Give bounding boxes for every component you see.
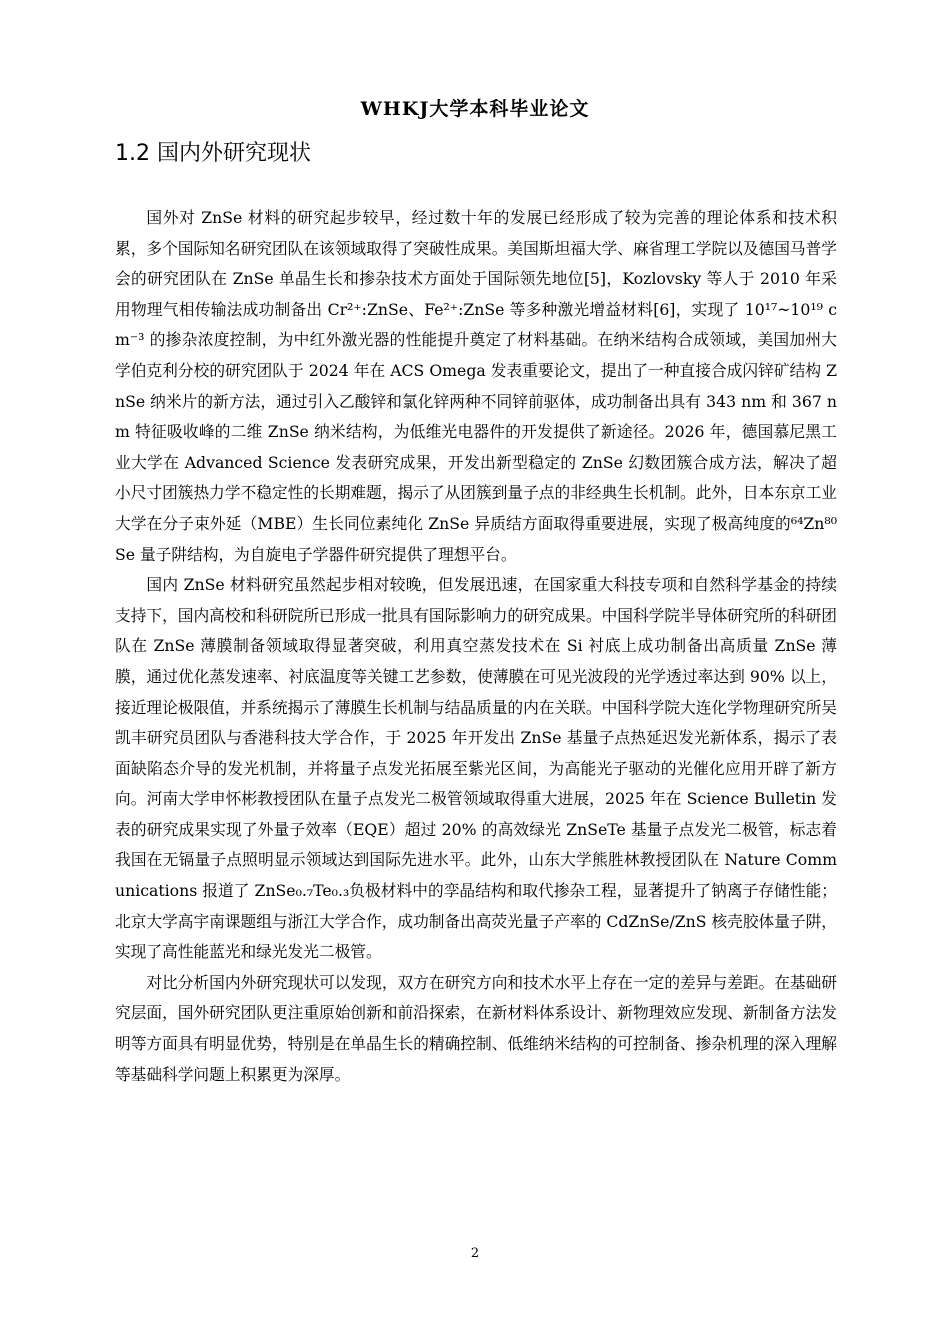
page-number: 2: [470, 1246, 480, 1261]
body-text: [115, 203, 837, 1090]
section-heading: 1.2 国内外研究现状: [115, 141, 311, 166]
paragraph-comparison: 对比分析国内外研究现状可以发现，双方在研究方向和技术水平上存在一定的差异与差距。在基础研究层面，国外研究团队更注重原始创新和前沿探索，在新材料体系设计、新物理效应发现、新制备方法发明等方面具有明显优势，特别是在单晶生长的精确控制、低维纳米结构的可控制备、掺杂机理的深入理解等基础科学问题上积累更为深厚。: [115, 972, 837, 1084]
page-header: WHKJ大学本科毕业论文: [360, 98, 590, 120]
paragraph-domestic-research: 国内 ZnSe 材料研究虽然起步相对较晚，但发展迅速，在国家重大科技专项和自然科学基金的持续支持下，国内高校和科研院所已形成一批具有国际影响力的研究成果。中国科学院半导体研究所的科研团队在 ZnSe 薄膜制备领域取得显著突破，利用真空蒸发技术在 Si 衬底上成功制备出高质量 ZnSe 薄膜，通过优化蒸发速率、衬底温度等关键工艺参数，使薄膜在可见光波段的光学透过率达到 90% 以上，接近理论极限值，并系统揭示了薄膜生长机制与结晶质量的内在关联。中国科学院大连化学物理研究所吴凯丰研究员团队与香港科技大学合作，于 2025 年开发出 ZnSe 基量子点热延迟发光新体系，揭示了表面缺陷态介导的发光机制，并将量子点发光拓展至紫光区间，为高能光子驱动的光催化应用开辟了新方向。河南大学申怀彬教授团队在量子点发光二极管领域取得重大进展，2025 年在 Science Bulletin 发表的研究成果实现了外量子效率（EQE）超过 20% 的高效绿光 ZnSeTe 基量子点发光二极管，标志着我国在无镉量子点照明显示领域达到国际先进水平。此外，山东大学熊胜林教授团队在 Nature Communications 报道了 ZnSe₀.₇Te₀.₃负极材料中的孪晶结构和取代掺杂工程，显著提升了钠离子存储性能；北京大学高宇南课题组与浙江大学合作，成功制备出高荧光量子产率的 CdZnSe/ZnS 核壳胶体量子阱，实现了高性能蓝光和绿光发光二极管。: [115, 575, 837, 962]
paragraph-foreign-research: 国外对 ZnSe 材料的研究起步较早，经过数十年的发展已经形成了较为完善的理论体系和技术积累，多个国际知名研究团队在该领域取得了突破性成果。美国斯坦福大学、麻省理工学院以及德国马普学会的研究团队在 ZnSe 单晶生长和掺杂技术方面处于国际领先地位[5]，Kozlovsky 等人于 2010 年采用物理气相传输法成功制备出 Cr²⁺:ZnSe、Fe²⁺:ZnSe 等多种激光增益材料[6]，实现了 10¹⁷~10¹⁹ cm⁻³ 的掺杂浓度控制，为中红外激光器的性能提升奠定了材料基础。在纳米结构合成领域，美国加州大学伯克利分校的研究团队于 2024 年在 ACS Omega 发表重要论文，提出了一种直接合成闪锌矿结构 ZnSe 纳米片的新方法，通过引入乙酸锌和氯化锌两种不同锌前驱体，成功制备出具有 343 nm 和 367 nm 特征吸收峰的二维 ZnSe 纳米结构，为低维光电器件的开发提供了新途径。2026 年，德国慕尼黑工业大学在 Advanced Science 发表研究成果，开发出新型稳定的 ZnSe 幻数团簇合成方法，解决了超小尺寸团簇热力学不稳定性的长期难题，揭示了从团簇到量子点的非经典生长机制。此外，日本东京工业大学在分子束外延（MBE）生长同位素纯化 ZnSe 异质结方面取得重要进展，实现了极高纯度的⁶⁴Zn⁸⁰Se 量子阱结构，为自旋电子学器件研究提供了理想平台。: [115, 208, 837, 564]
